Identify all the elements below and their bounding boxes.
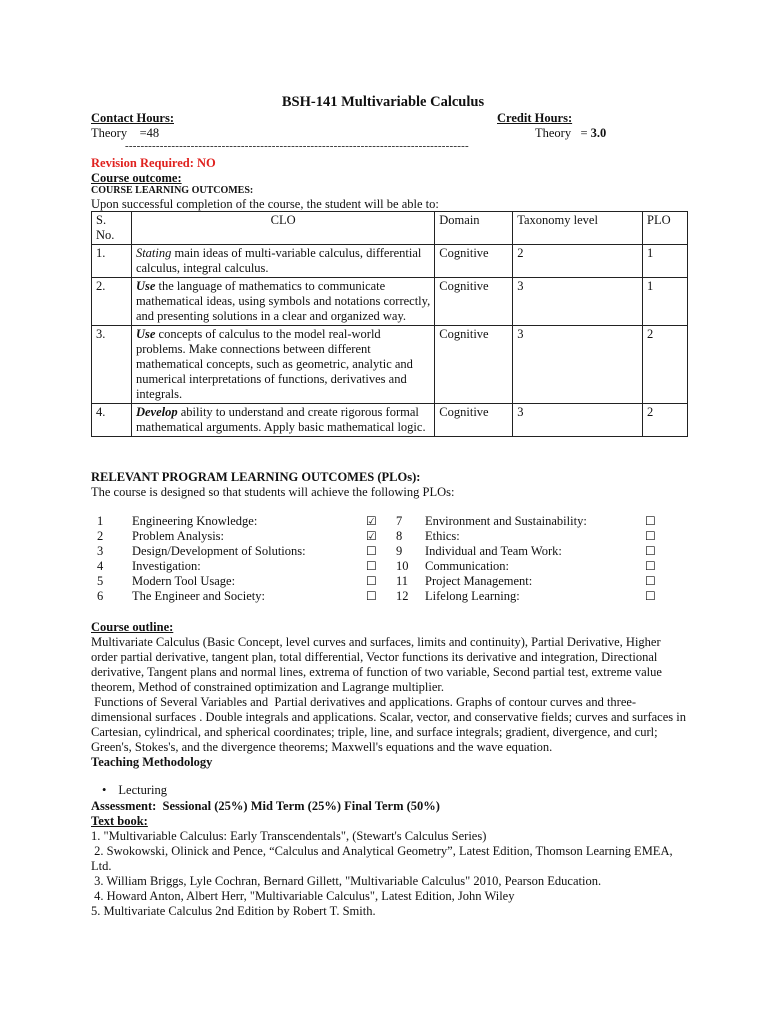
textbook-heading: Text book: — [91, 814, 148, 828]
teaching-item: Lecturing — [118, 783, 167, 797]
plo-num: 5 — [97, 574, 104, 588]
divider-line: ----------------------------------------------------------------------------------------- — [125, 140, 469, 152]
row-sno: 4. — [92, 404, 132, 437]
outline-paragraph-1: Multivariate Calculus (Basic Concept, level curves and surfaces, limits and continuity), Partial Derivative, Higher order partial derivative, tangent plan, total differential, Vector functions its derivative and integration, Directional derivative, Tangent plans and normal lines, extrema of function of two variable, Second partial test, extreme value theorem, Method of constrained optimization and Lagrange multiplier. — [91, 635, 662, 694]
textbook-item: 3. William Briggs, Lyle Cochran, Bernard Gillett, "Multivariable Calculus" 2010, Pearson Education. — [91, 874, 602, 888]
row-taxonomy: 3 — [513, 278, 643, 326]
checkbox-icon[interactable]: ☑ — [366, 529, 377, 543]
plo-num: 4 — [97, 559, 104, 573]
plo-label: Lifelong Learning: — [425, 589, 520, 603]
checkbox-icon[interactable]: ☐ — [645, 529, 656, 543]
plo-label: Problem Analysis: — [132, 529, 225, 543]
list-item — [91, 529, 665, 544]
checkbox-icon[interactable]: ☐ — [366, 544, 377, 558]
header-clo: CLO — [131, 212, 434, 245]
plo-num: 7 — [396, 514, 403, 528]
clo-text: ability to understand and create rigorous formal mathematical arguments. Apply basic mathematical logic. — [135, 405, 426, 434]
row-clo — [131, 326, 434, 404]
table-row — [92, 278, 688, 326]
plo-num: 8 — [396, 529, 403, 543]
row-domain: Cognitive — [435, 278, 513, 326]
row-taxonomy: 3 — [513, 404, 643, 437]
row-domain: Cognitive — [435, 404, 513, 437]
textbook-item: 2. Swokowski, Olinick and Pence, “Calculus and Analytical Geometry”, Latest Edition, Thomson Learning EMEA, Ltd. — [91, 844, 676, 873]
course-outcome-label: Course outcome: — [91, 171, 182, 185]
checkbox-icon[interactable]: ☐ — [366, 574, 377, 588]
header-taxonomy: Taxonomy level — [513, 212, 643, 245]
clo-text: concepts of calculus to the model real-world problems. Make connections between different mathematical concepts, such as geometric, analytic and numerical interpretations of functions, derivatives and integrals. — [135, 327, 413, 401]
page-title: BSH-141 Multivariable Calculus — [281, 94, 485, 110]
row-clo — [131, 278, 434, 326]
credit-hours-value — [535, 126, 606, 141]
clo-text: the language of mathematics to communicate mathematical ideas, using symbols and notations correctly, and presenting solutions in a clear and organized way. — [135, 279, 431, 323]
plo-label: Ethics: — [425, 529, 460, 543]
row-domain: Cognitive — [435, 326, 513, 404]
row-plo: 2 — [643, 404, 688, 437]
textbook-item: 5. Multivariate Calculus 2nd Edition by Robert T. Smith. — [91, 904, 376, 918]
row-clo — [131, 404, 434, 437]
plo-heading: RELEVANT PROGRAM LEARNING OUTCOMES (PLOs): — [91, 470, 421, 484]
clo-heading: COURSE LEARNING OUTCOMES: — [91, 185, 254, 196]
list-item — [91, 574, 665, 589]
plo-num: 1 — [97, 514, 104, 528]
checkbox-icon[interactable]: ☑ — [366, 514, 377, 528]
credit-theory-label: Theory = — [535, 126, 591, 140]
assessment-line: Assessment: Sessional (25%) Mid Term (25%) Final Term (50%) — [91, 799, 440, 813]
checkbox-icon[interactable]: ☐ — [366, 559, 377, 573]
checkbox-icon[interactable]: ☐ — [645, 589, 656, 603]
revision-status: Revision Required: NO — [91, 156, 216, 170]
teaching-heading: Teaching Methodology — [91, 755, 213, 769]
plo-label: Design/Development of Solutions: — [132, 544, 306, 558]
plo-num: 12 — [396, 589, 409, 603]
row-sno: 1. — [92, 245, 132, 278]
checkbox-icon[interactable]: ☐ — [645, 559, 656, 573]
plo-label: Modern Tool Usage: — [132, 574, 236, 588]
contact-hours-label: Contact Hours: — [91, 111, 174, 125]
checkbox-icon[interactable]: ☐ — [366, 589, 377, 603]
clo-verb: Develop — [135, 405, 178, 419]
plo-num: 11 — [396, 574, 409, 588]
outline-heading: Course outline: — [91, 620, 174, 634]
plo-intro: The course is designed so that students will achieve the following PLOs: — [91, 485, 455, 499]
checkbox-icon[interactable]: ☐ — [645, 574, 656, 588]
list-item — [102, 783, 167, 798]
plo-label: Environment and Sustainability: — [425, 514, 587, 528]
outline-paragraph-2: Functions of Several Variables and Partial derivatives and applications. Graphs of contour curves and three-dimensional surfaces . Double integrals and applications. Scalar, vector, and conservative fields; curves and surfaces in Cartesian, cylindrical, and spherical coordinates; triple, line, and surface integrals; gradient, divergence, and curl; Green's, Stokes's, and the divergence theorems; Maxwell's equations and the wave equation. — [91, 695, 690, 754]
row-domain: Cognitive — [435, 245, 513, 278]
plo-label: Investigation: — [132, 559, 201, 573]
plo-num: 2 — [97, 529, 104, 543]
textbook-item: 1. "Multivariable Calculus: Early Transcendentals", (Stewart's Calculus Series) — [91, 829, 487, 843]
contact-hours-value: Theory =48 — [91, 126, 160, 140]
row-plo: 1 — [643, 245, 688, 278]
plo-num: 9 — [396, 544, 403, 558]
table-row — [92, 404, 688, 437]
clo-verb: Use — [135, 327, 156, 341]
list-item — [91, 589, 665, 604]
credit-hours-label: Credit Hours: — [497, 111, 573, 125]
table-row — [92, 326, 688, 404]
plo-label: Project Management: — [425, 574, 533, 588]
clo-intro: Upon successful completion of the course, the student will be able to: — [91, 197, 439, 211]
list-item — [91, 544, 665, 559]
clo-verb: Use — [135, 279, 156, 293]
row-sno: 3. — [92, 326, 132, 404]
row-taxonomy: 2 — [513, 245, 643, 278]
plo-label: Engineering Knowledge: — [132, 514, 258, 528]
clo-text: main ideas of multi-variable calculus, differential calculus, integral calculus. — [135, 246, 422, 275]
plo-num: 3 — [97, 544, 104, 558]
row-plo: 1 — [643, 278, 688, 326]
clo-verb: Stating — [135, 246, 172, 260]
plo-label: Individual and Team Work: — [425, 544, 562, 558]
bullet-icon: • — [102, 783, 107, 797]
list-item — [91, 514, 665, 529]
header-sno: S. No. — [92, 212, 132, 245]
row-plo: 2 — [643, 326, 688, 404]
row-taxonomy: 3 — [513, 326, 643, 404]
plo-num: 10 — [396, 559, 409, 573]
clo-table — [91, 211, 688, 437]
plo-num: 6 — [97, 589, 104, 603]
clo-table-header — [92, 212, 688, 245]
plo-label: The Engineer and Society: — [132, 589, 265, 603]
checkbox-icon[interactable]: ☐ — [645, 514, 656, 528]
credit-value: 3.0 — [590, 126, 607, 140]
header-domain: Domain — [435, 212, 513, 245]
row-clo — [131, 245, 434, 278]
plo-list — [91, 514, 665, 604]
checkbox-icon[interactable]: ☐ — [645, 544, 656, 558]
row-sno: 2. — [92, 278, 132, 326]
textbook-item: 4. Howard Anton, Albert Herr, "Multivariable Calculus", Latest Edition, John Wiley — [91, 889, 515, 903]
plo-label: Communication: — [425, 559, 510, 573]
list-item — [91, 559, 665, 574]
header-plo: PLO — [643, 212, 688, 245]
table-row — [92, 245, 688, 278]
